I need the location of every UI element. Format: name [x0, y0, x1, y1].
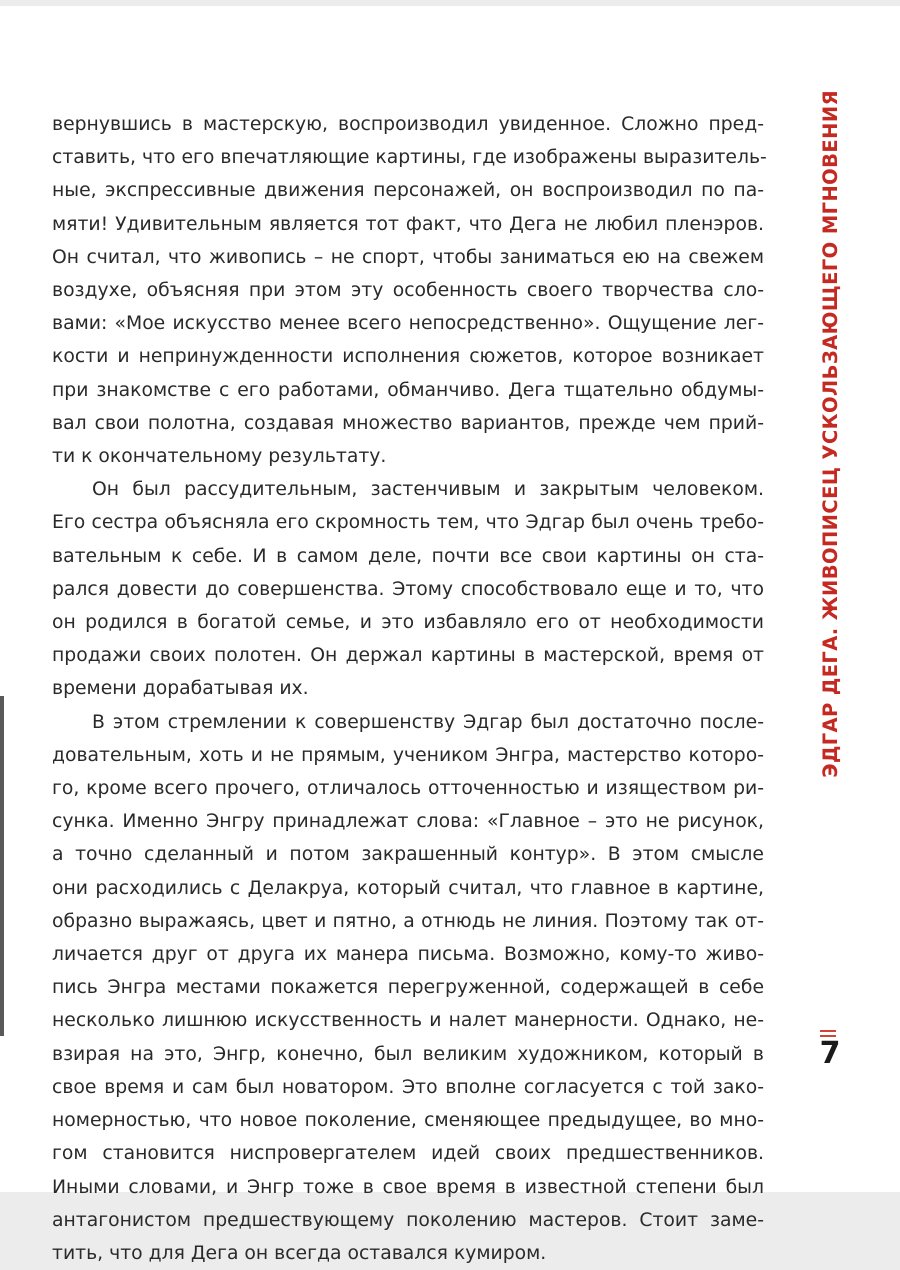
text-line: Он считал, что живопись – не спорт, чтобы заниматься ею на свежем: [52, 246, 764, 268]
text-line: а точно сделанный и потом закрашенный контур». В этом смысле: [52, 844, 764, 866]
running-head-text: ЭДГАР ДЕГА. ЖИВОПИСЕЦ УСКОЛЬЗАЮЩЕГО МГНОВЕНИЯ: [818, 90, 842, 778]
text-line: свое время и сам был новатором. Это вполне согласуется с той зако-: [52, 1076, 764, 1098]
text-line: времени дорабатывая их.: [52, 678, 309, 700]
text-line: го, кроме всего прочего, отличалось отточенностью и изяществом ри-: [52, 778, 764, 800]
text-line: образно выражаясь, цвет и пятно, а отнюдь не линия. Поэтому так от-: [52, 910, 764, 932]
page-number-rule: [820, 1030, 836, 1032]
text-line: он родился в богатой семье, и это избавляло его от необходимости: [52, 612, 764, 634]
text-line: воздухе, объясняя при этом эту особенность своего творчества сло-: [52, 280, 764, 302]
text-line: номерностью, что новое поколение, сменяющее предыдущее, во мно-: [52, 1110, 764, 1132]
text-line: пись Энгра местами покажется перегруженной, содержащей в себе: [52, 977, 764, 999]
body-text: [52, 108, 767, 1270]
text-line: В этом стремлении к совершенству Эдгар был достаточно после-: [92, 711, 764, 733]
text-line: взирая на это, Энгр, конечно, был великим художником, который в: [52, 1043, 764, 1065]
text-line: вами: «Мое искусство менее всего непосредственно». Ощущение лег-: [52, 313, 764, 335]
running-head: [808, 90, 852, 778]
paragraph-2: [52, 473, 764, 705]
text-line: продажи своих полотен. Он держал картины в мастерской, время от: [52, 645, 764, 667]
text-line: тить, что для Дега он всегда оставался кумиром.: [52, 1242, 547, 1264]
paragraph-3: [52, 706, 764, 1270]
text-line: при знакомстве с его работами, обманчиво. Дега тщательно обдумы-: [52, 379, 764, 401]
text-line: гом становится ниспровергателем идей своих предшественников.: [52, 1143, 764, 1165]
text-line: сунка. Именно Энгру принадлежат слова: «Главное – это не рисунок,: [52, 811, 764, 833]
text-line: ти к окончательному результату.: [52, 446, 387, 468]
text-line: Он был рассудительным, застенчивым и закрытым человеком.: [92, 479, 764, 501]
text-line: довательным, хоть и не прямым, учеником Энгра, мастерство которо-: [52, 744, 764, 766]
text-line: вернувшись в мастерскую, воспроизводил увиденное. Сложно пред-: [52, 114, 764, 135]
text-line: рался довести до совершенства. Этому способствовало еще и то, что: [52, 578, 764, 600]
text-line: личается друг от друга их манера письма. Возможно, кому-то живо-: [52, 944, 764, 966]
page-number: 7: [819, 1036, 841, 1071]
paragraph-1: [52, 108, 767, 473]
text-line: Иными словами, и Энгр тоже в свое время в известной степени был: [52, 1176, 764, 1198]
text-line: ные, экспрессивные движения персонажей, он воспроизводил по па-: [52, 180, 764, 202]
text-line: вательным к себе. И в самом деле, почти все свои картины он ста-: [52, 545, 764, 567]
text-line: кости и непринужденности исполнения сюжетов, которое возникает: [52, 346, 764, 368]
text-line: вал свои полотна, создавая множество вариантов, прежде чем прий-: [52, 412, 764, 434]
book-page: [0, 6, 900, 1264]
text-line: ставить, что его впечатляющие картины, где изображены выразитель-: [52, 147, 767, 169]
text-line: антагонистом предшествующему поколению мастеров. Стоит заме-: [52, 1209, 764, 1231]
text-line: Его сестра объясняла его скромность тем, что Эдгар был очень требо-: [52, 512, 764, 534]
text-line: несколько лишнюю искусственность и налет манерности. Однако, не-: [52, 1010, 764, 1032]
binding-shadow: [0, 696, 4, 1036]
text-line: они расходились с Делакруа, который считал, что главное в картине,: [52, 877, 764, 899]
text-line: мяти! Удивительным является тот факт, что Дега не любил пленэров.: [52, 213, 764, 235]
